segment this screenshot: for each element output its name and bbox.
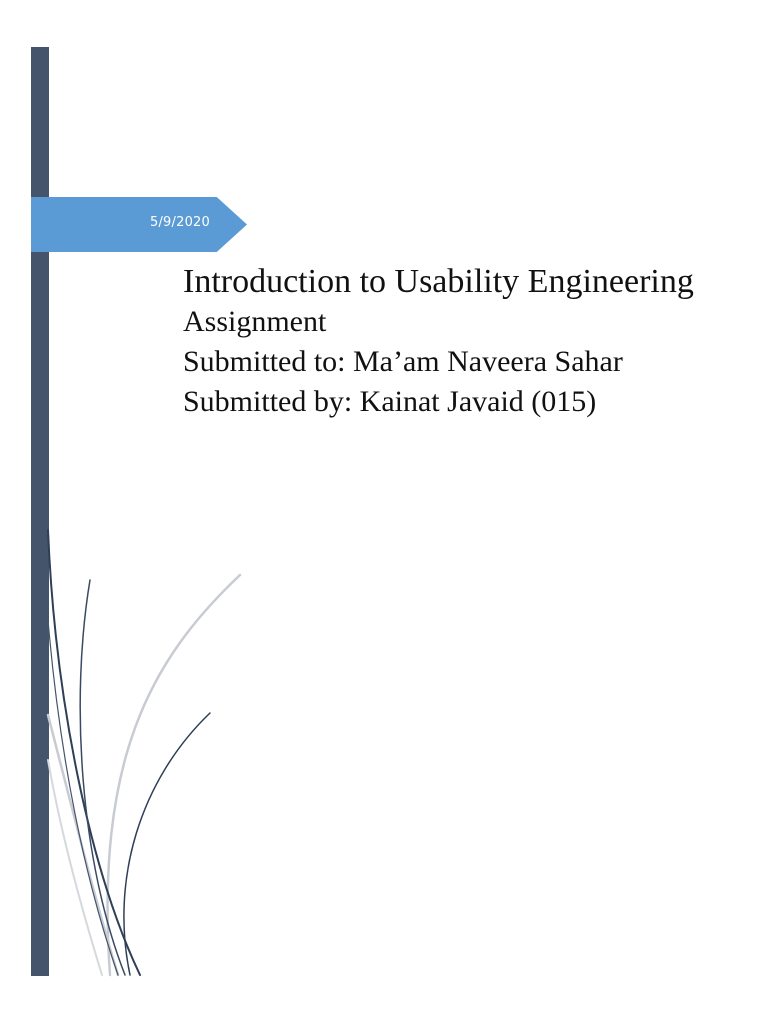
curve-light-3: [48, 760, 102, 975]
document-subtitle: Assignment: [183, 305, 327, 338]
curve-dark-2: [80, 580, 125, 975]
submitted-to: Submitted to: Ma’am Naveera Sahar: [183, 345, 623, 378]
left-accent-bar: [31, 47, 49, 976]
title-block: [183, 262, 743, 422]
curve-light-2: [48, 715, 118, 975]
date-banner: [31, 197, 247, 252]
curve-light-1: [108, 575, 240, 975]
document-title: Introduction to Usability Engineering: [183, 263, 694, 300]
date-label: 5/9/2020: [150, 215, 210, 230]
curve-dark-1: [48, 530, 140, 975]
curve-dark-4: [48, 620, 118, 975]
curve-dark-3: [124, 713, 210, 975]
submitted-by: Submitted by: Kainat Javaid (015): [183, 385, 597, 418]
